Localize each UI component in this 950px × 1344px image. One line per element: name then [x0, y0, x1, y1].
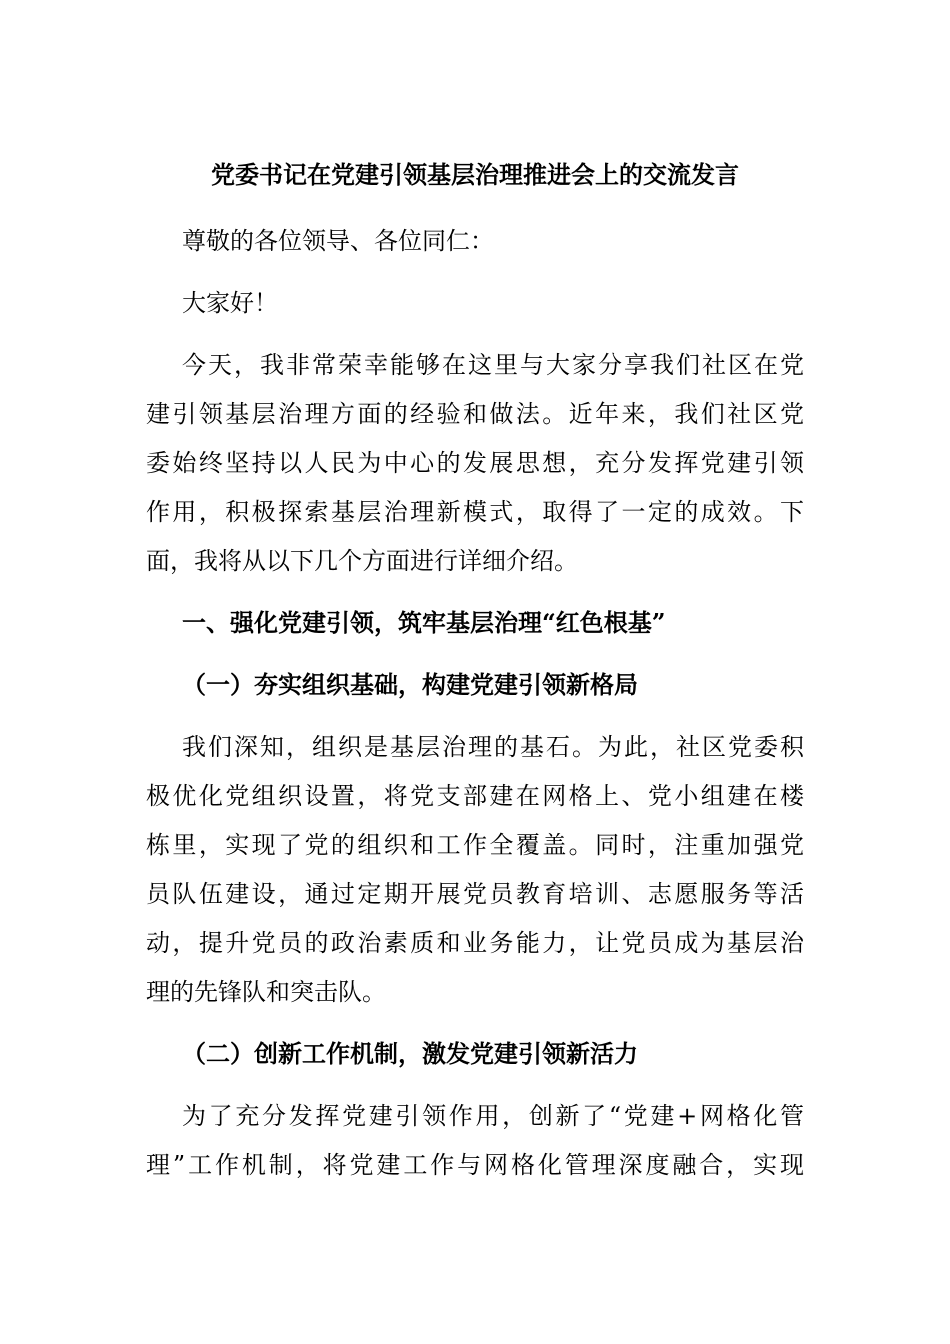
intro-line: 委始终坚持以人民为中心的发展思想，充分发挥党建引领: [146, 449, 804, 477]
subsection-line: 理”工作机制，将党建工作与网格化管理深度融合，实现: [146, 1151, 804, 1179]
subsection-line: 员队伍建设，通过定期开展党员教育培训、志愿服务等活: [146, 880, 804, 908]
document-title: 党委书记在党建引领基层治理推进会上的交流发言: [211, 160, 739, 189]
intro-line: 面，我将从以下几个方面进行详细介绍。: [146, 547, 578, 575]
greeting: 大家好！: [182, 289, 278, 317]
subsection-line: 栋里，实现了党的组织和工作全覆盖。同时，注重加强党: [146, 831, 804, 859]
intro-line: 建引领基层治理方面的经验和做法。近年来，我们社区党: [146, 400, 804, 428]
intro-line: 今天，我非常荣幸能够在这里与大家分享我们社区在党: [182, 351, 804, 379]
subsection-heading: （二）创新工作机制，激发党建引领新活力: [182, 1039, 638, 1068]
subsection-line: 为了充分发挥党建引领作用，创新了“党建+网格化管: [182, 1102, 804, 1130]
section-heading: 一、强化党建引领，筑牢基层治理“红色根基”: [182, 608, 666, 637]
subsection-line: 理的先锋队和突击队。: [146, 978, 386, 1006]
intro-line: 作用，积极探索基层治理新模式，取得了一定的成效。下: [146, 498, 804, 526]
subsection-heading: （一）夯实组织基础，构建党建引领新格局: [182, 670, 638, 699]
subsection-line: 极优化党组织设置，将党支部建在网格上、党小组建在楼: [146, 782, 804, 810]
subsection-line: 我们深知，组织是基层治理的基石。为此，社区党委积: [182, 733, 804, 761]
salutation: 尊敬的各位领导、各位同仁：: [182, 227, 494, 255]
subsection-line: 动，提升党员的政治素质和业务能力，让党员成为基层治: [146, 929, 804, 957]
